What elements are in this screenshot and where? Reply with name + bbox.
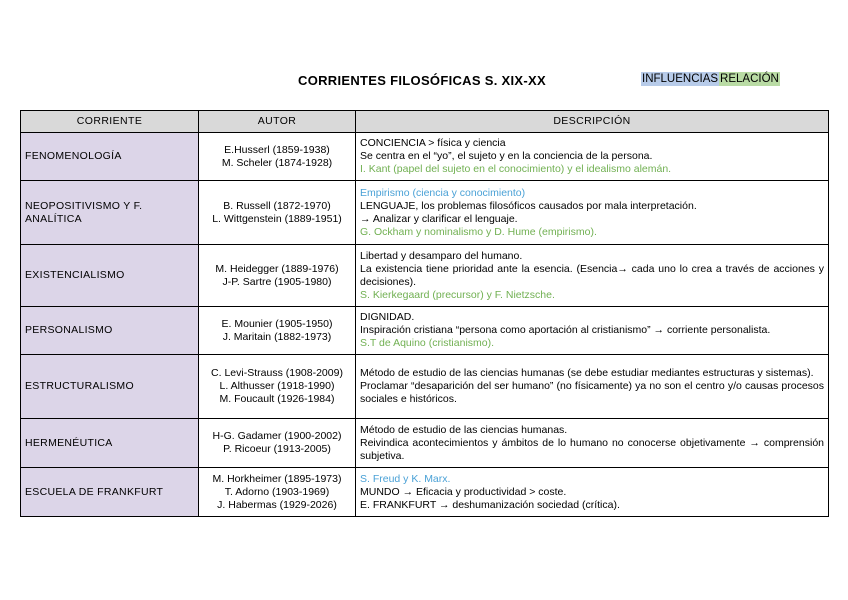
descripcion-cell [356,355,829,419]
descripcion-cell [356,245,829,307]
corriente-cell: PERSONALISMO [21,307,199,355]
descripcion-text: Reivindica acontecimientos y ámbitos de lo humano no conocerse objetivamente → comprensión subjetiva. [360,436,824,462]
autor-name: M. Scheler (1874-1928) [221,156,333,169]
autor-cell [199,307,356,355]
descripcion-text: Inspiración cristiana “persona como aportación al cristianismo” → corriente personalista. [360,324,771,336]
influencia-text: S. Freud y K. Marx. [360,472,451,485]
table-row [21,355,829,419]
descripcion-text: E. FRANKFURT → deshumanización sociedad (crítica). [360,498,620,511]
descripcion-text: DIGNIDAD. [360,311,415,323]
descripcion-text: CONCIENCIA > física y ciencia [360,137,506,149]
descripcion-cell [356,181,829,245]
descripcion-text: Proclamar “desaparición del ser humano” (no físicamente) ya no son el centro y/o causas procesos sociales e históricos. [360,380,824,405]
autor-name: E.Husserl (1859-1938) [224,143,330,156]
header-corriente: CORRIENTE [21,111,199,133]
descripcion-text: Libertad y desamparo del humano. [360,249,523,262]
influencia-text: Empirismo (ciencia y conocimiento) [360,186,526,199]
legend-influencias: INFLUENCIAS [642,73,719,85]
autor-name: M. Heidegger (1889-1976) [215,262,339,275]
corriente-cell: ESTRUCTURALISMO [21,355,199,419]
legend [641,73,780,85]
autor-name: J. Habermas (1929-2026) [217,498,337,511]
relacion-text: S.T de Aquino (cristianismo). [360,337,495,349]
table-row [21,307,829,355]
autor-name: M. Horkheimer (1895-1973) [212,472,342,485]
corriente-cell: NEOPOSITIVISMO Y F. ANALÍTICA [21,181,199,245]
header-autor: AUTOR [199,111,356,133]
autor-name: T. Adorno (1903-1969) [224,485,330,498]
autor-name: L. Althusser (1918-1990) [219,380,335,392]
table-row [21,245,829,307]
corriente-cell: FENOMENOLOGÍA [21,133,199,181]
corriente-cell: EXISTENCIALISMO [21,245,199,307]
autor-name: P. Ricoeur (1913-2005) [223,443,331,455]
autor-cell [199,468,356,517]
autor-name: B. Russell (1872-1970) [223,199,331,212]
autor-cell [199,181,356,245]
autor-name: H-G. Gadamer (1900-2002) [212,430,342,442]
relacion-text: S. Kierkegaard (precursor) y F. Nietzsche. [360,288,555,301]
autor-name: C. Levi-Strauss (1908-2009) [211,367,343,379]
relacion-text: G. Ockham y nominalismo y D. Hume (empirismo). [360,225,597,238]
autor-name: L. Wittgenstein (1889-1951) [212,212,342,225]
descripcion-text: MUNDO → Eficacia y productividad > coste. [360,485,567,498]
descripcion-cell [356,468,829,517]
autor-name: J-P. Sartre (1905-1980) [222,275,332,288]
descripcion-cell [356,419,829,468]
descripcion-cell [356,307,829,355]
autor-cell [199,419,356,468]
autor-name: J. Maritain (1882-1973) [222,330,332,343]
descripcion-cell [356,133,829,181]
corriente-cell: ESCUELA DE FRANKFURT [21,468,199,517]
table-row [21,133,829,181]
corriente-cell: HERMENÉUTICA [21,419,199,468]
table-row [21,181,829,245]
document-title: CORRIENTES FILOSÓFICAS S. XIX-XX [298,73,546,88]
header-descripcion: DESCRIPCIÓN [356,111,829,133]
table-header-row [21,111,829,133]
descripcion-text: Se centra en el “yo”, el sujeto y en la conciencia de la persona. [360,150,653,162]
descripcion-text: Método de estudio de las ciencias humanas. [360,423,568,436]
relacion-text: I. Kant (papel del sujeto en el conocimiento) y el idealismo alemán. [360,163,672,175]
descripcion-text: La existencia tiene prioridad ante la esencia. (Esencia→ cada uno lo crea a través de acciones y decisiones). [360,262,824,288]
descripcion-text: LENGUAJE, los problemas filosóficos causados por mala interpretación. [360,199,697,212]
autor-name: M. Foucault (1926-1984) [219,393,335,405]
table-row [21,419,829,468]
autor-cell [199,355,356,419]
corrientes-table [20,110,829,517]
descripcion-text: Método de estudio de las ciencias humanas (se debe estudiar mediantes estructuras y sistemas). [360,367,814,379]
autor-name: E. Mounier (1905-1950) [221,317,333,330]
table-row [21,468,829,517]
descripcion-text: → Analizar y clarificar el lenguaje. [360,212,518,225]
autor-cell [199,133,356,181]
legend-relacion: RELACIÓN [720,73,779,85]
autor-cell [199,245,356,307]
